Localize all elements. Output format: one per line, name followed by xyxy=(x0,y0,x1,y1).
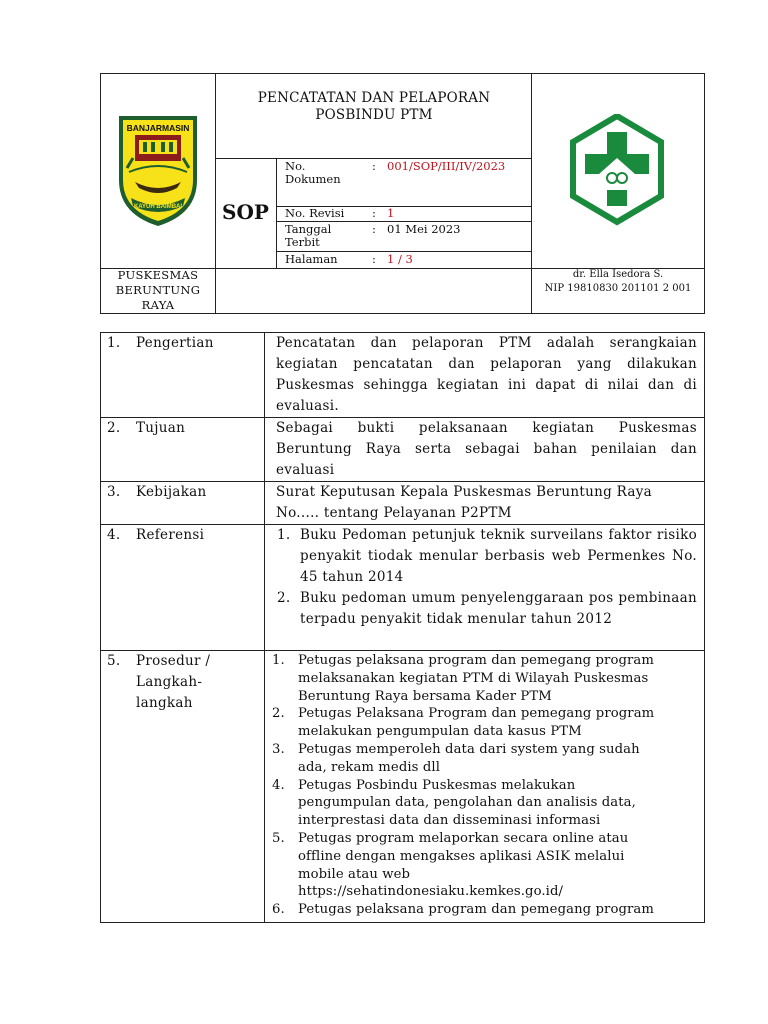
row-title: Pengertian xyxy=(136,335,214,351)
meta-separator: : xyxy=(372,159,376,173)
list-item xyxy=(272,705,700,741)
meta-value-halaman: 1 / 3 xyxy=(387,252,413,266)
row-title-line: Prosedur / xyxy=(136,653,211,669)
row-title: Kebijakan xyxy=(136,484,207,500)
list-text-line: melaksanakan kegiatan PTM di Wilayah Puskesmas xyxy=(298,670,649,686)
list-number: 2. xyxy=(272,706,285,722)
org-line: BERUNTUNG xyxy=(115,283,201,297)
list-item xyxy=(272,777,700,830)
sop-content-table xyxy=(100,332,705,923)
emblem-top-text: BANJARMASIN xyxy=(126,123,190,133)
meta-separator: : xyxy=(372,222,376,236)
row-number: 1. xyxy=(107,335,121,351)
banjarmasin-city-emblem-icon xyxy=(115,110,201,228)
list-number: 4. xyxy=(272,777,285,793)
row-label xyxy=(101,651,265,923)
title-line: POSBINDU PTM xyxy=(315,107,433,123)
row-number: 3. xyxy=(107,484,121,500)
meta-key-line: Tanggal xyxy=(285,222,332,236)
list-text: Buku Pedoman petunjuk teknik surveilans faktor risiko penyakit tiodak menular berbasis web Permenkes No. 45 tahun 2014 xyxy=(300,527,697,585)
table-row xyxy=(101,525,705,651)
list-text-line: offline dengan mengakses aplikasi ASIK melalui xyxy=(298,848,625,864)
title-line: PENCATATAN DAN PELAPORAN xyxy=(257,90,491,106)
list-number: 2. xyxy=(277,590,291,606)
sop-header-table xyxy=(100,73,705,314)
row-label xyxy=(101,482,265,525)
emblem-bottom-text: KAYUH BAIMBAI xyxy=(133,204,183,210)
row-label xyxy=(101,525,265,651)
list-text-line: Petugas pelaksana program dan pemegang program xyxy=(298,902,654,918)
reference-list xyxy=(276,525,697,630)
meta-separator: : xyxy=(372,206,376,220)
table-row xyxy=(101,333,705,418)
row-label xyxy=(101,333,265,418)
list-text-line: https://sehatindonesiaku.kemkes.go.id/ xyxy=(298,884,564,900)
list-text: Buku pedoman umum penyelenggaraan pos pembinaan terpadu penyakit tidak menular tahun 2012 xyxy=(300,590,697,627)
list-text-line: Petugas program melaporkan secara online atau xyxy=(298,830,629,846)
list-item xyxy=(272,830,700,901)
meta-value-tanggal-terbit: 01 Mei 2023 xyxy=(387,222,461,236)
row-content xyxy=(265,651,705,923)
row-title: Tujuan xyxy=(136,420,186,436)
table-row xyxy=(101,482,705,525)
list-item xyxy=(276,525,697,588)
list-text-line: Beruntung Raya bersama Kader PTM xyxy=(298,688,552,704)
meta-key-line: No. xyxy=(285,159,306,173)
meta-key-line: Dokumen xyxy=(285,172,341,186)
document-title xyxy=(216,90,532,124)
list-text-line: Petugas Posbindu Puskesmas melakukan xyxy=(298,777,576,793)
org-line: PUSKESMAS xyxy=(117,268,199,282)
sop-label: SOP xyxy=(222,200,269,224)
procedure-list xyxy=(272,652,700,919)
list-text-line: mobile atau web xyxy=(298,866,411,882)
row-content xyxy=(265,418,705,482)
list-text-line: Petugas Pelaksana Program dan pemegang program xyxy=(298,706,655,722)
list-number: 3. xyxy=(272,741,285,757)
list-text-line: ada, rekam medis dll xyxy=(298,759,441,775)
meta-key-halaman xyxy=(285,253,338,266)
tujuan-text: Sebagai bukti pelaksanaan kegiatan Puskesmas Beruntung Raya serta sebagai bahan penilaian dan evaluasi xyxy=(276,420,697,478)
meta-key-tanggal-terbit xyxy=(285,223,331,249)
table-row xyxy=(101,418,705,482)
list-text-line: interprestasi data dan disseminasi informasi xyxy=(298,813,601,829)
row-title-line: Langkah- xyxy=(136,674,203,690)
meta-separator: : xyxy=(372,252,376,266)
list-text-line: melakukan pengumpulan data kasus PTM xyxy=(298,724,582,740)
row-number: 2. xyxy=(107,420,121,436)
list-text-line: Petugas memperoleh data dari system yang sudah xyxy=(298,741,640,757)
row-number: 5. xyxy=(107,653,121,669)
list-text xyxy=(298,901,700,919)
row-title: Referensi xyxy=(136,527,205,543)
meta-value-no-dokumen: 001/SOP/III/IV/2023 xyxy=(387,159,506,173)
meta-key-line: Halaman xyxy=(285,252,338,266)
meta-value-no-revisi: 1 xyxy=(387,206,395,220)
row-content xyxy=(265,482,705,525)
list-item xyxy=(272,652,700,705)
kebijakan-line: No..... tentang Pelayanan P2PTM xyxy=(276,505,512,521)
list-item xyxy=(272,741,700,777)
row-title-line: langkah xyxy=(136,695,193,711)
signatory-block xyxy=(533,268,703,296)
signatory-name: dr. Ella Isedora S. xyxy=(572,269,664,280)
list-number: 6. xyxy=(272,902,285,918)
meta-key-no-revisi xyxy=(285,207,344,220)
pengertian-text: Pencatatan dan pelaporan PTM adalah serangkaian kegiatan pencatatan dan pelaporan yang dilakukan Puskesmas sehingga kegiatan ini dapat di nilai dan di evaluasi. xyxy=(276,335,697,414)
organization-name xyxy=(105,268,211,313)
kebijakan-line: Surat Keputusan Kepala Puskesmas Beruntung Raya xyxy=(276,484,653,500)
row-label xyxy=(101,418,265,482)
meta-key-line: No. Revisi xyxy=(285,206,345,220)
list-text xyxy=(298,652,700,705)
table-row xyxy=(101,651,705,923)
list-number: 1. xyxy=(272,653,285,668)
list-number: 1. xyxy=(277,527,291,543)
list-text-line: Petugas pelaksana program dan pemegang program xyxy=(298,653,654,668)
list-item xyxy=(276,588,697,630)
meta-key-line: Terbit xyxy=(285,235,320,249)
row-number: 4. xyxy=(107,527,121,543)
list-item xyxy=(272,901,700,919)
meta-key-no-dokumen xyxy=(285,160,341,186)
puskesmas-green-cross-icon xyxy=(569,114,665,226)
row-content xyxy=(265,525,705,651)
list-text-line: pengumpulan data, pengolahan dan analisis data, xyxy=(298,795,636,811)
list-number: 5. xyxy=(272,830,285,846)
org-line: RAYA xyxy=(141,298,175,312)
row-title xyxy=(136,651,210,714)
list-text xyxy=(298,705,700,741)
list-text xyxy=(298,777,700,830)
row-content xyxy=(265,333,705,418)
signatory-nip: NIP 19810830 201101 2 001 xyxy=(544,283,692,294)
list-text xyxy=(298,830,700,901)
list-text xyxy=(298,741,700,777)
